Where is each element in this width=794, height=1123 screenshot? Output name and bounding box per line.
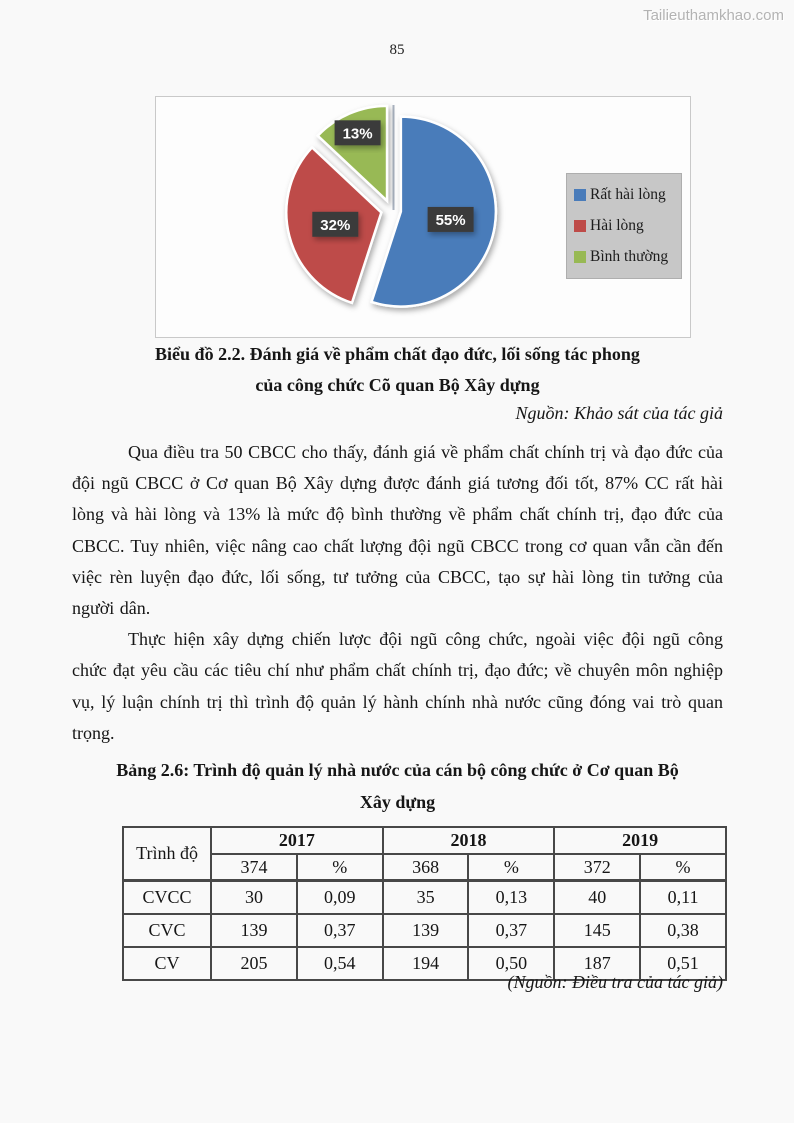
table-cell: 0,11 [640,881,726,915]
table-cell: 139 [211,914,297,947]
paragraph-1: Qua điều tra 50 CBCC cho thấy, đánh giá về phẩm chất chính trị và đạo đức của đội ngũ CBCC ở Cơ quan Bộ Xây dựng được đánh giá tương đối tốt, 87% CC rất hài lòng và hài lòng và 13% là mức độ bình thường về phẩm chất chính trị, đạo đức của CBCC. Tuy nhiên, việc nâng cao chất lượng đội ngũ CBCC trong cơ quan vẫn cần đến việc rèn luyện đạo đức, lối sống, tư tưởng của CBCC, tạo sự hài lòng tin tưởng của người dân. [72,442,723,619]
pie-chart-panel [155,96,691,338]
table-title-line1: Bảng 2.6: Trình độ quản lý nhà nước của cán bộ công chức ở Cơ quan Bộ [116,760,679,780]
table-cell: 205 [211,947,297,980]
table-cell: 139 [383,914,469,947]
chart-caption-line2: của công chức Cõ quan Bộ Xây dựng [255,375,540,395]
svg-text:13%: 13% [342,125,373,143]
svg-text:32%: 32% [320,216,351,234]
chart-caption [72,339,723,401]
year-total-header: 374 [211,854,297,881]
table-cell: 0,09 [297,881,383,915]
year-total-header: 368 [383,854,469,881]
table-cell: 0,38 [640,914,726,947]
table-source-note: (Nguồn: Điều tra của tác giả) [507,972,723,992]
qualification-table [122,826,727,981]
table-title-line2: Xây dựng [359,792,436,812]
table-cell: 194 [383,947,469,980]
chart-legend [566,173,682,279]
row-label: CVCC [123,881,211,915]
year-header: 2019 [554,827,726,854]
percent-header: % [468,854,554,881]
table-row [123,914,726,947]
table-title [72,754,723,818]
year-header: 2017 [211,827,383,854]
page-number: 85 [389,42,405,58]
pie-data-label [428,207,474,232]
chart-source-note: Nguồn: Khảo sát của tác giả [515,403,723,423]
pie-data-label [312,212,358,237]
table-cell: 187 [554,947,640,980]
pie-data-label [335,120,381,145]
row-label: CVC [123,914,211,947]
body-text [72,437,723,749]
table-row [123,881,726,915]
svg-text:55%: 55% [435,211,466,229]
table-corner-header: Trình độ [123,827,211,881]
legend-swatch-icon [574,220,586,232]
table-cell: 0,37 [297,914,383,947]
table-cell: 145 [554,914,640,947]
year-header: 2018 [383,827,555,854]
table-cell: 0,51 [640,947,726,980]
legend-label: Bình thường [590,247,669,265]
legend-swatch-icon [574,189,586,201]
table-cell: 0,54 [297,947,383,980]
table-cell: 35 [383,881,469,915]
row-label: CV [123,947,211,980]
legend-label: Hài lòng [590,216,644,234]
table-cell: 30 [211,881,297,915]
legend-swatch-icon [574,251,586,263]
table-cell: 0,13 [468,881,554,915]
legend-label: Rất hài lòng [590,186,666,204]
paragraph-2: Thực hiện xây dựng chiến lược đội ngũ công chức, ngoài việc đội ngũ công chức đạt yêu cầu các tiêu chí như phẩm chất chính trị, đạo đức; về chuyên môn nghiệp vụ, lý luận chính trị thì trình độ quản lý hành chính nhà nước cũng đóng vai trò quan trọng. [72,629,723,743]
table-cell: 0,50 [468,947,554,980]
year-total-header: 372 [554,854,640,881]
legend-item [574,217,674,235]
table-cell: 40 [554,881,640,915]
site-watermark: Tailieuthamkhao.com [643,7,784,24]
percent-header: % [297,854,383,881]
legend-item [574,186,674,204]
percent-header: % [640,854,726,881]
table-cell: 0,37 [468,914,554,947]
legend-item [574,248,674,266]
chart-caption-line1: Biểu đồ 2.2. Đánh giá về phẩm chất đạo đức, lối sống tác phong [155,344,640,364]
